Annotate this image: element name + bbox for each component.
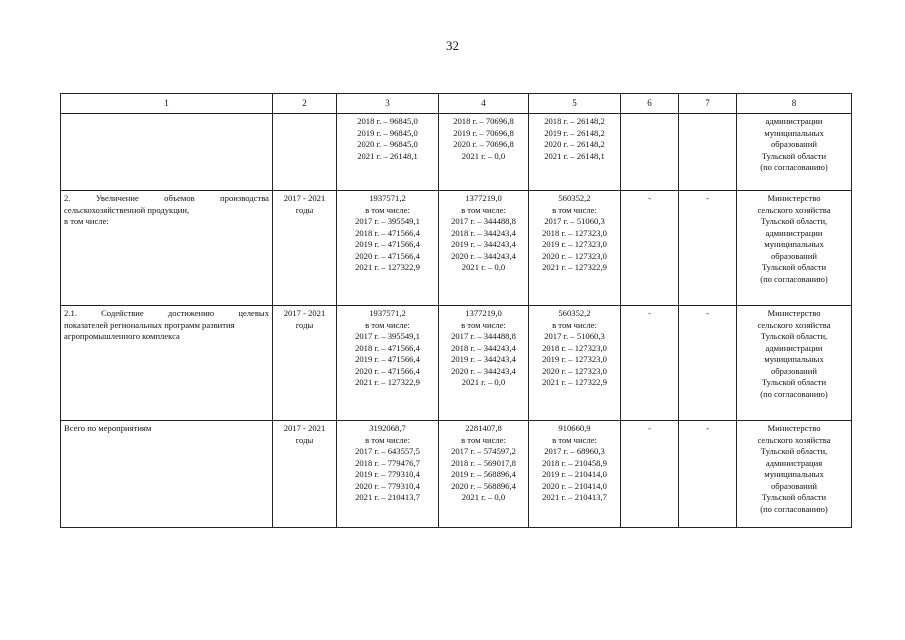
header-col-2: 2	[273, 94, 337, 114]
cell-line: Министерство	[767, 308, 821, 318]
cell-line: муниципальных	[764, 127, 824, 138]
cell-line: 2021 г. – 210413,7	[355, 492, 420, 502]
cell-line: 3192068,7	[369, 423, 406, 433]
cell-line: 2019 г. – 779310,4	[355, 469, 420, 479]
total-funding-cell	[337, 114, 439, 191]
cell-line: 2020 г. – 210414,0	[542, 480, 607, 491]
regional-budget-cell	[529, 191, 621, 306]
cell-line: 2019 г. – 471566,4	[355, 239, 420, 249]
header-col-4: 4	[439, 94, 529, 114]
cell-line: 2017 - 2021	[283, 193, 326, 203]
cell-line: 2017 г. – 344488,8	[451, 216, 516, 226]
table-row	[61, 306, 852, 421]
cell-line: 2020 г. – 70696,8	[453, 139, 514, 149]
program-table	[60, 93, 852, 528]
cell-line: 2018 г. – 471566,4	[355, 342, 420, 353]
cell-line: муниципальных	[764, 354, 824, 364]
regional-budget-cell	[529, 114, 621, 191]
cell-line: годы	[295, 204, 314, 215]
cell-line: 2018 г. – 127323,0	[542, 342, 607, 353]
cell-line: Министерство	[767, 423, 821, 433]
cell-line: Тульской области,	[760, 331, 828, 341]
cell-line: муниципальных	[764, 469, 824, 479]
cell-line: 560352,2	[558, 308, 591, 318]
cell-line: в том числе:	[552, 204, 597, 215]
cell-line: 2020 г. – 344243,4	[451, 365, 516, 376]
cell-line: 2017 г. – 395549,1	[355, 331, 420, 341]
cell-line: 2017 г. – 395549,1	[355, 216, 420, 226]
table-row	[61, 114, 852, 191]
cell-line: администрации	[765, 116, 823, 126]
header-col-7: 7	[679, 94, 737, 114]
cell-line: 1377219,0	[465, 193, 502, 203]
cell-line: 2018 г. – 471566,4	[355, 227, 420, 238]
cell-line: 2021 г. – 127322,9	[355, 377, 420, 387]
cell-line: 2019 г. – 568896,4	[451, 469, 516, 479]
header-col-1: 1	[61, 94, 273, 114]
other-sources-cell: -	[679, 306, 737, 421]
executor-cell	[737, 306, 852, 421]
cell-line: образований	[771, 139, 817, 149]
local-budget-cell: -	[621, 306, 679, 421]
cell-line: в том числе:	[552, 434, 597, 445]
cell-line: 2021 г. – 0,0	[461, 262, 506, 272]
cell-line: сельскохозяйственной продукции,	[64, 204, 190, 215]
cell-line: администрации	[765, 342, 823, 353]
cell-line: 2021 г. – 127322,9	[542, 377, 607, 387]
header-col-6: 6	[621, 94, 679, 114]
cell-line: 2020 г. – 568896,4	[451, 480, 516, 491]
cell-line: Тульской области	[761, 492, 827, 502]
cell-line: 2020 г. – 127323,0	[542, 250, 607, 261]
header-col-8: 8	[737, 94, 852, 114]
cell-line: 2018 г. – 779476,7	[355, 457, 420, 468]
cell-line: 2021 г. – 0,0	[461, 492, 506, 502]
cell-line: 2021 г. – 0,0	[461, 377, 506, 387]
cell-line: в том числе:	[365, 319, 410, 330]
cell-line: сельского хозяйства	[757, 204, 831, 215]
cell-line: 2. Увеличение объемов производства	[64, 193, 269, 203]
local-budget-cell: -	[621, 191, 679, 306]
other-sources-cell	[679, 114, 737, 191]
cell-line: 2021 г. – 26148,1	[544, 150, 605, 161]
cell-line: Тульской области,	[760, 216, 828, 226]
cell-line: 2017 г. – 51060,3	[544, 331, 605, 341]
cell-line: 2020 г. – 471566,4	[355, 250, 420, 261]
measure-name-cell	[61, 191, 273, 306]
other-sources-cell: -	[679, 191, 737, 306]
measure-name-cell	[61, 306, 273, 421]
cell-line: 2281407,8	[465, 423, 502, 433]
cell-line: 2020 г. – 471566,4	[355, 365, 420, 376]
federal-budget-cell	[439, 306, 529, 421]
table-row	[61, 191, 852, 306]
cell-line: 2021 г. – 210413,7	[542, 492, 607, 502]
federal-budget-cell	[439, 114, 529, 191]
cell-line: сельского хозяйства	[757, 434, 831, 445]
cell-line: 2017 - 2021	[283, 423, 326, 433]
executor-cell	[737, 114, 852, 191]
cell-line: 2017 - 2021	[283, 308, 326, 318]
cell-line: (по согласованию)	[760, 162, 828, 172]
cell-line: 2019 г. – 70696,8	[453, 127, 514, 138]
cell-line: показателей региональных программ развития	[64, 319, 235, 330]
cell-line: 2019 г. – 96845,0	[357, 127, 418, 138]
cell-line: образований	[771, 365, 817, 376]
cell-line: (по согласованию)	[760, 273, 828, 284]
cell-line: 2020 г. – 344243,4	[451, 250, 516, 261]
cell-line: 2019 г. – 210414,0	[542, 469, 607, 479]
cell-line: (по согласованию)	[760, 503, 828, 514]
cell-line: образований	[771, 480, 817, 491]
cell-line: 2019 г. – 344243,4	[451, 354, 516, 364]
period-cell	[273, 191, 337, 306]
cell-line: агропромышленного комплекса	[64, 331, 180, 341]
cell-line: администрации	[765, 227, 823, 238]
cell-line: 2017 г. – 51060,3	[544, 216, 605, 226]
local-budget-cell: -	[621, 421, 679, 528]
header-col-3: 3	[337, 94, 439, 114]
total-funding-cell	[337, 421, 439, 528]
period-cell	[273, 306, 337, 421]
cell-line: 2019 г. – 26148,2	[544, 127, 605, 138]
cell-line: 2018 г. – 70696,8	[453, 116, 514, 126]
cell-line: администрация	[765, 457, 823, 468]
cell-line: 2021 г. – 0,0	[461, 150, 506, 161]
cell-line: 2017 г. – 643557,5	[355, 446, 420, 456]
cell-line: в том числе:	[64, 216, 109, 226]
regional-budget-cell	[529, 421, 621, 528]
cell-line: Тульской области,	[760, 446, 828, 456]
cell-line: 2019 г. – 344243,4	[451, 239, 516, 249]
cell-line: 2017 г. – 68960,3	[544, 446, 605, 456]
header-row	[61, 94, 852, 114]
cell-line: 910660,9	[558, 423, 591, 433]
cell-line: 2021 г. – 26148,1	[357, 150, 418, 161]
cell-line: 2017 г. – 344488,8	[451, 331, 516, 341]
cell-line: 1937571,2	[369, 308, 406, 318]
cell-line: сельского хозяйства	[757, 319, 831, 330]
cell-line: 2018 г. – 26148,2	[544, 116, 605, 126]
cell-line: в том числе:	[365, 434, 410, 445]
cell-line: Тульской области	[761, 377, 827, 387]
local-budget-cell	[621, 114, 679, 191]
cell-line: 2.1. Содействие достижению целевых	[64, 308, 269, 318]
table-row	[61, 421, 852, 528]
cell-line: Министерство	[767, 193, 821, 203]
cell-line: 1937571,2	[369, 193, 406, 203]
total-funding-cell	[337, 306, 439, 421]
cell-line: 2018 г. – 344243,4	[451, 342, 516, 353]
cell-line: 2019 г. – 127323,0	[542, 354, 607, 364]
cell-line: муниципальных	[764, 239, 824, 249]
executor-cell	[737, 421, 852, 528]
total-funding-cell	[337, 191, 439, 306]
cell-line: в том числе:	[461, 434, 506, 445]
regional-budget-cell	[529, 306, 621, 421]
cell-line: в том числе:	[552, 319, 597, 330]
cell-line: 2019 г. – 127323,0	[542, 239, 607, 249]
cell-line: Тульской области	[761, 262, 827, 272]
federal-budget-cell	[439, 191, 529, 306]
other-sources-cell: -	[679, 421, 737, 528]
cell-line: 2020 г. – 96845,0	[357, 139, 418, 149]
cell-line: в том числе:	[461, 204, 506, 215]
cell-line: (по согласованию)	[760, 388, 828, 399]
cell-line: 2021 г. – 127322,9	[542, 262, 607, 272]
cell-line: в том числе:	[461, 319, 506, 330]
cell-line: 2018 г. – 210458,9	[542, 457, 607, 468]
period-cell	[273, 421, 337, 528]
cell-line: 560352,2	[558, 193, 591, 203]
cell-line: годы	[295, 319, 314, 330]
federal-budget-cell	[439, 421, 529, 528]
cell-line: 2018 г. – 344243,4	[451, 227, 516, 238]
page-number: 32	[446, 38, 459, 53]
cell-line: 2019 г. – 471566,4	[355, 354, 420, 364]
cell-line: 2018 г. – 96845,0	[357, 116, 418, 126]
cell-line: 2020 г. – 127323,0	[542, 365, 607, 376]
cell-line: 1377219,0	[465, 308, 502, 318]
header-col-5: 5	[529, 94, 621, 114]
cell-line: 2020 г. – 26148,2	[544, 139, 605, 149]
cell-line: 2020 г. – 779310,4	[355, 480, 420, 491]
cell-line: 2021 г. – 127322,9	[355, 262, 420, 272]
cell-line: 2018 г. – 569017,8	[451, 457, 516, 468]
cell-line: Всего по мероприятиям	[64, 423, 152, 433]
cell-line: годы	[295, 434, 314, 445]
measure-name-cell	[61, 114, 273, 191]
cell-line: в том числе:	[365, 204, 410, 215]
cell-line: 2017 г. – 574597,2	[451, 446, 516, 456]
cell-line: образований	[771, 250, 817, 261]
cell-line: 2018 г. – 127323,0	[542, 227, 607, 238]
measure-name-cell	[61, 421, 273, 528]
executor-cell	[737, 191, 852, 306]
period-cell	[273, 114, 337, 191]
cell-line: Тульской области	[761, 150, 827, 161]
